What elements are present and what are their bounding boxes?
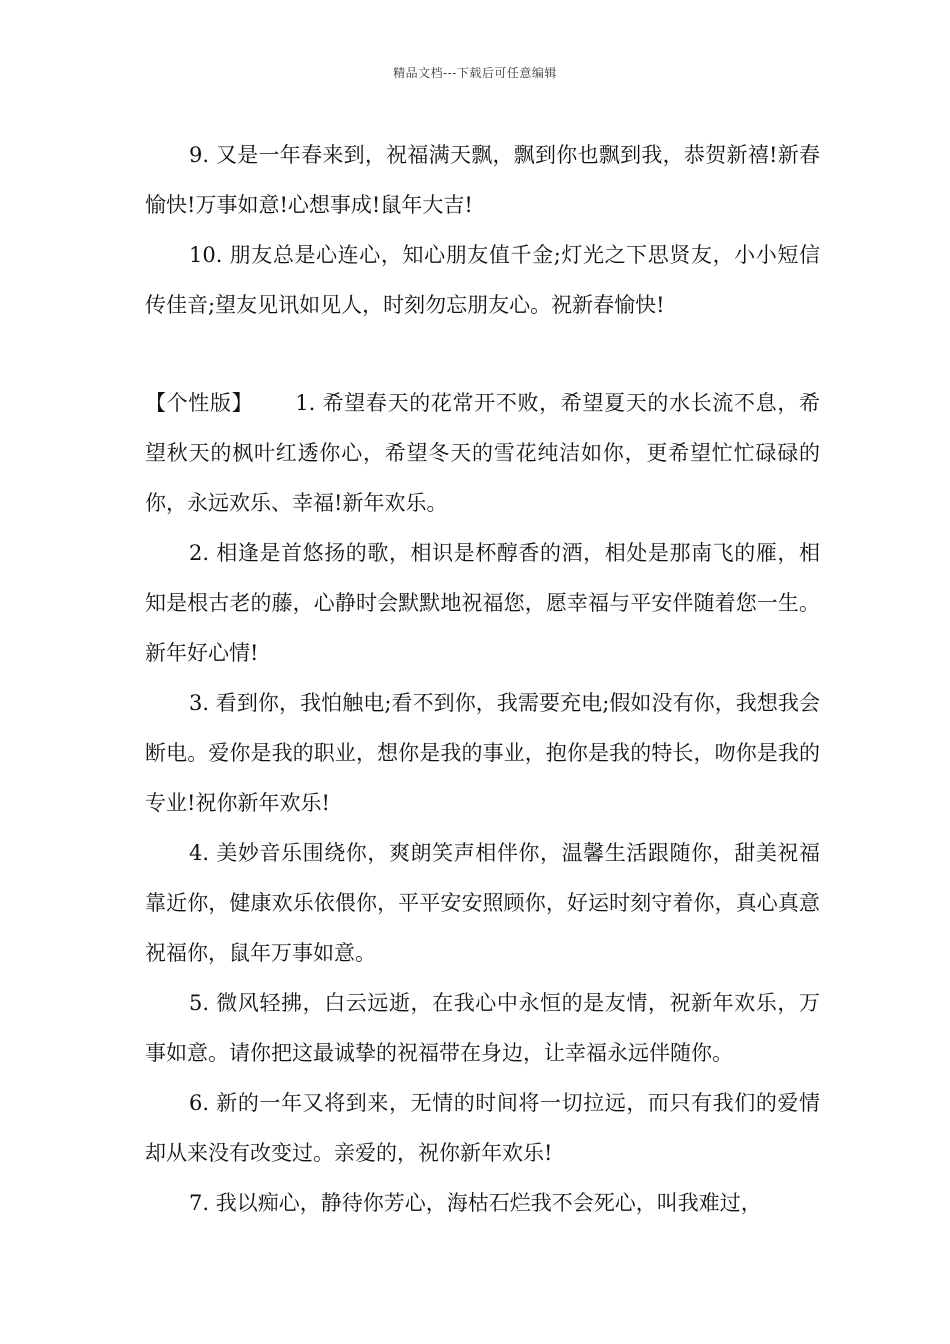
item-6: 6. 新的一年又将到来，无情的时间将一切拉远，而只有我们的爱情却从来没有改变过。亲爱的，祝你新年欢乐! <box>145 1091 820 1165</box>
section-gap <box>145 330 820 378</box>
paragraph-9: 9. 又是一年春来到，祝福满天飘，飘到你也飘到我，恭贺新禧!新春愉快!万事如意!心想事成!鼠年大吉! <box>145 143 820 217</box>
section-label: 【个性版】 <box>145 391 254 415</box>
paragraph-10: 10. 朋友总是心连心，知心朋友值千金;灯光之下思贤友，小小短信传佳音;望友见讯如见人，时刻勿忘朋友心。祝新春愉快! <box>145 243 820 317</box>
section-personal-edition <box>145 378 820 528</box>
item-1: 1. 希望春天的花常开不败，希望夏天的水长流不息，希望秋天的枫叶红透你心，希望冬天的雪花纯洁如你，更希望忙忙碌碌的你，永远欢乐、幸福!新年欢乐。 <box>145 391 820 515</box>
item-3: 3. 看到你，我怕触电;看不到你，我需要充电;假如没有你，我想我会断电。爱你是我的职业，想你是我的事业，抱你是我的特长，吻你是我的专业!祝你新年欢乐! <box>145 691 820 815</box>
item-7: 7. 我以痴心，静待你芳心，海枯石烂我不会死心，叫我难过， <box>189 1191 762 1215</box>
section-label-gap <box>253 391 295 415</box>
item-4: 4. 美妙音乐围绕你，爽朗笑声相伴你，温馨生活跟随你，甜美祝福靠近你，健康欢乐依偎你，平平安安照顾你，好运时刻守着你，真心真意祝福你，鼠年万事如意。 <box>145 841 820 965</box>
document-body <box>145 130 820 1228</box>
item-5: 5. 微风轻拂，白云远逝，在我心中永恒的是友情，祝新年欢乐，万事如意。请你把这最诚挚的祝福带在身边，让幸福永远伴随你。 <box>145 991 820 1065</box>
item-2: 2. 相逢是首悠扬的歌，相识是杯醇香的酒，相处是那南飞的雁，相知是根古老的藤，心静时会默默地祝福您，愿幸福与平安伴随着您一生。新年好心情! <box>145 541 820 665</box>
page-header: 精品文档---下载后可任意编辑 <box>393 66 557 80</box>
